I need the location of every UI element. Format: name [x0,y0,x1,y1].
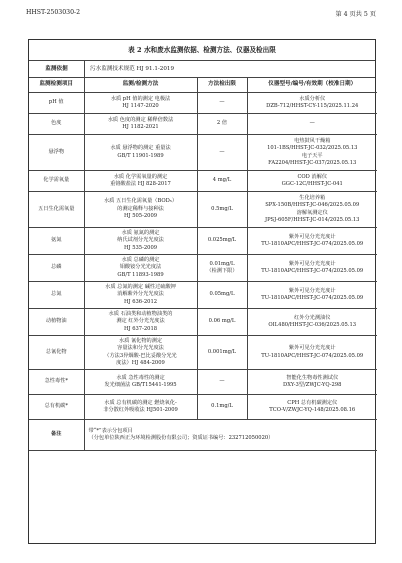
limit-cell: 0.1mg/L [197,395,247,420]
table-row [29,135,377,171]
monitoring-table-frame [28,39,376,544]
limit-cell: — [197,93,247,114]
method-cell: 水质 化学需氧量的测定 重铬酸盐法 HJ 828-2017 [84,171,197,192]
method-cell: 水质 石油类和动植物油类的 测定 红外分光光度法 HJ 637-2018 [84,309,197,336]
limit-cell: 0.05mg/L [197,282,247,309]
item-cell: pH 值 [29,93,84,114]
item-cell: 总有机碳* [29,395,84,420]
limit-cell: 4 mg/L [197,171,247,192]
table-row [29,114,377,135]
instrument-cell: 紫外可见分光光度计 TU-1810APC/HHST-JC-074/2025.05.09 [247,255,377,282]
method-cell: 水质 氰化物的测定 容量法和分光光度法 （方法3异烟酸-巴比妥酸分光光 度法）HJ 484-2009 [84,336,197,370]
instrument-cell: 紫外可见分光光度计 TU-1810APC/HHST-JC-074/2025.05.09 [247,336,377,370]
instrument-cell: 电热鼓风干燥箱 101-1BS/HHST-JC-032/2025.05.13 电子天平 FA2204/HHST-JC-037/2025.05.13 [247,135,377,171]
limit-cell: 2 倍 [197,114,247,135]
limit-cell: — [197,370,247,395]
table-row [29,171,377,192]
method-cell: 水质 总有机碳的测定 燃烧氧化- 非分散红外吸收法 HJ501-2009 [84,395,197,420]
remark-row [29,420,377,451]
table-row [29,282,377,309]
instrument-cell: 紫外可见分光光度计 TU-1810APC/HHST-JC-074/2025.05.09 [247,228,377,255]
remark-text: 带“*”表示分包项目 （分包单位陕西正为环境检测股份有限公司；资质证书编号：232712050020） [84,420,377,451]
table-row [29,309,377,336]
monitoring-basis-row [29,61,375,78]
column-header-method: 监测/检测方法 [84,78,197,93]
table-header-row [29,78,377,93]
remark-label: 备注 [29,420,84,451]
limit-cell: 0.001mg/L [197,336,247,370]
table-row [29,228,377,255]
item-cell: 总氰化物 [29,336,84,370]
item-cell: 五日生化需氧量 [29,192,84,228]
page-header [26,9,376,21]
monitoring-basis-value: 污水监测技术规范 HJ 91.1-2019 [90,66,175,72]
method-cell: 水质 五日生化需氧量（BOD₅） 的测定稀释与接种法 HJ 505-2009 [84,192,197,228]
item-cell: 化学需氧量 [29,171,84,192]
limit-cell: 0.06 mg/L [197,309,247,336]
item-cell: 色度 [29,114,84,135]
limit-cell: — [197,135,247,171]
instrument-cell: 水质分析仪 DZB-712/HHST-CY-115/2025.11.24 [247,93,377,114]
instrument-cell: 生化培养箱 SPX-150B/HHST-JC-046/2025.05.09 溶解氧测定仪 JPSJ-605F/HHST-JC-014/2025.05.13 [247,192,377,228]
item-cell: 急性毒性* [29,370,84,395]
table-row [29,93,377,114]
method-cell: 水质 悬浮物的测定 重量法 GB/T 11901-1989 [84,135,197,171]
instrument-cell: CPH 总有机碳测定仪 TCO-V/ZWJC-YQ-148/2025.08.16 [247,395,377,420]
item-cell: 悬浮物 [29,135,84,171]
instrument-cell: COD 消解仪 GGC-12C/HHST-JC-041 [247,171,377,192]
instrument-cell: 红外分光测油仪 OIL480/HHST-JC-036/2025.05.13 [247,309,377,336]
instrument-cell: — [247,114,377,135]
document-number: HHST-2503030-2 [26,9,81,16]
page-number: 第 4 页共 5 页 [335,11,376,18]
item-cell: 动植物油 [29,309,84,336]
method-cell: 水质 pH 值的测定 电极法 HJ 1147-2020 [84,93,197,114]
limit-cell: 0.5mg/L [197,192,247,228]
limit-cell: 0.025mg/L [197,228,247,255]
column-header-item: 监测检测项目 [29,78,84,93]
table-row [29,395,377,420]
limit-cell: 0.01mg/L （检测下限） [197,255,247,282]
method-cell: 水质 色度的测定 稀释倍数法 HJ 1182-2021 [84,114,197,135]
method-cell: 水质 总磷的测定 钼酸铵分光光度法 GB/T 11893-1989 [84,255,197,282]
method-table [29,78,377,451]
column-header-limit: 方法检出限 [197,78,247,93]
table-row [29,192,377,228]
item-cell: 总氮 [29,282,84,309]
column-header-instrument: 仪器型号/编号/有效期（校准日期） [247,78,377,93]
monitoring-basis-label: 监测依据 [29,61,85,77]
method-cell: 水质 总氮的测定 碱性过硫酸钾 消解紫外分光光度法 HJ 636-2012 [84,282,197,309]
table-title: 表 2 水和废水监测依据、检测方法、仪器及检出限 [29,40,375,61]
instrument-cell: 智能化生物毒性测试仪 DXY-3型/ZWJC-YQ-298 [247,370,377,395]
item-cell: 总磷 [29,255,84,282]
method-cell: 水质 氨氮的测定 纳氏试剂分光光度法 HJ 535-2009 [84,228,197,255]
table-row [29,336,377,370]
item-cell: 氨氮 [29,228,84,255]
instrument-cell: 紫外可见分光光度计 TU-1810APC/HHST-JC-074/2025.05.09 [247,282,377,309]
method-cell: 水质 急性毒性的测定 发光细菌法 GB/T15441-1995 [84,370,197,395]
table-row [29,255,377,282]
table-row [29,370,377,395]
